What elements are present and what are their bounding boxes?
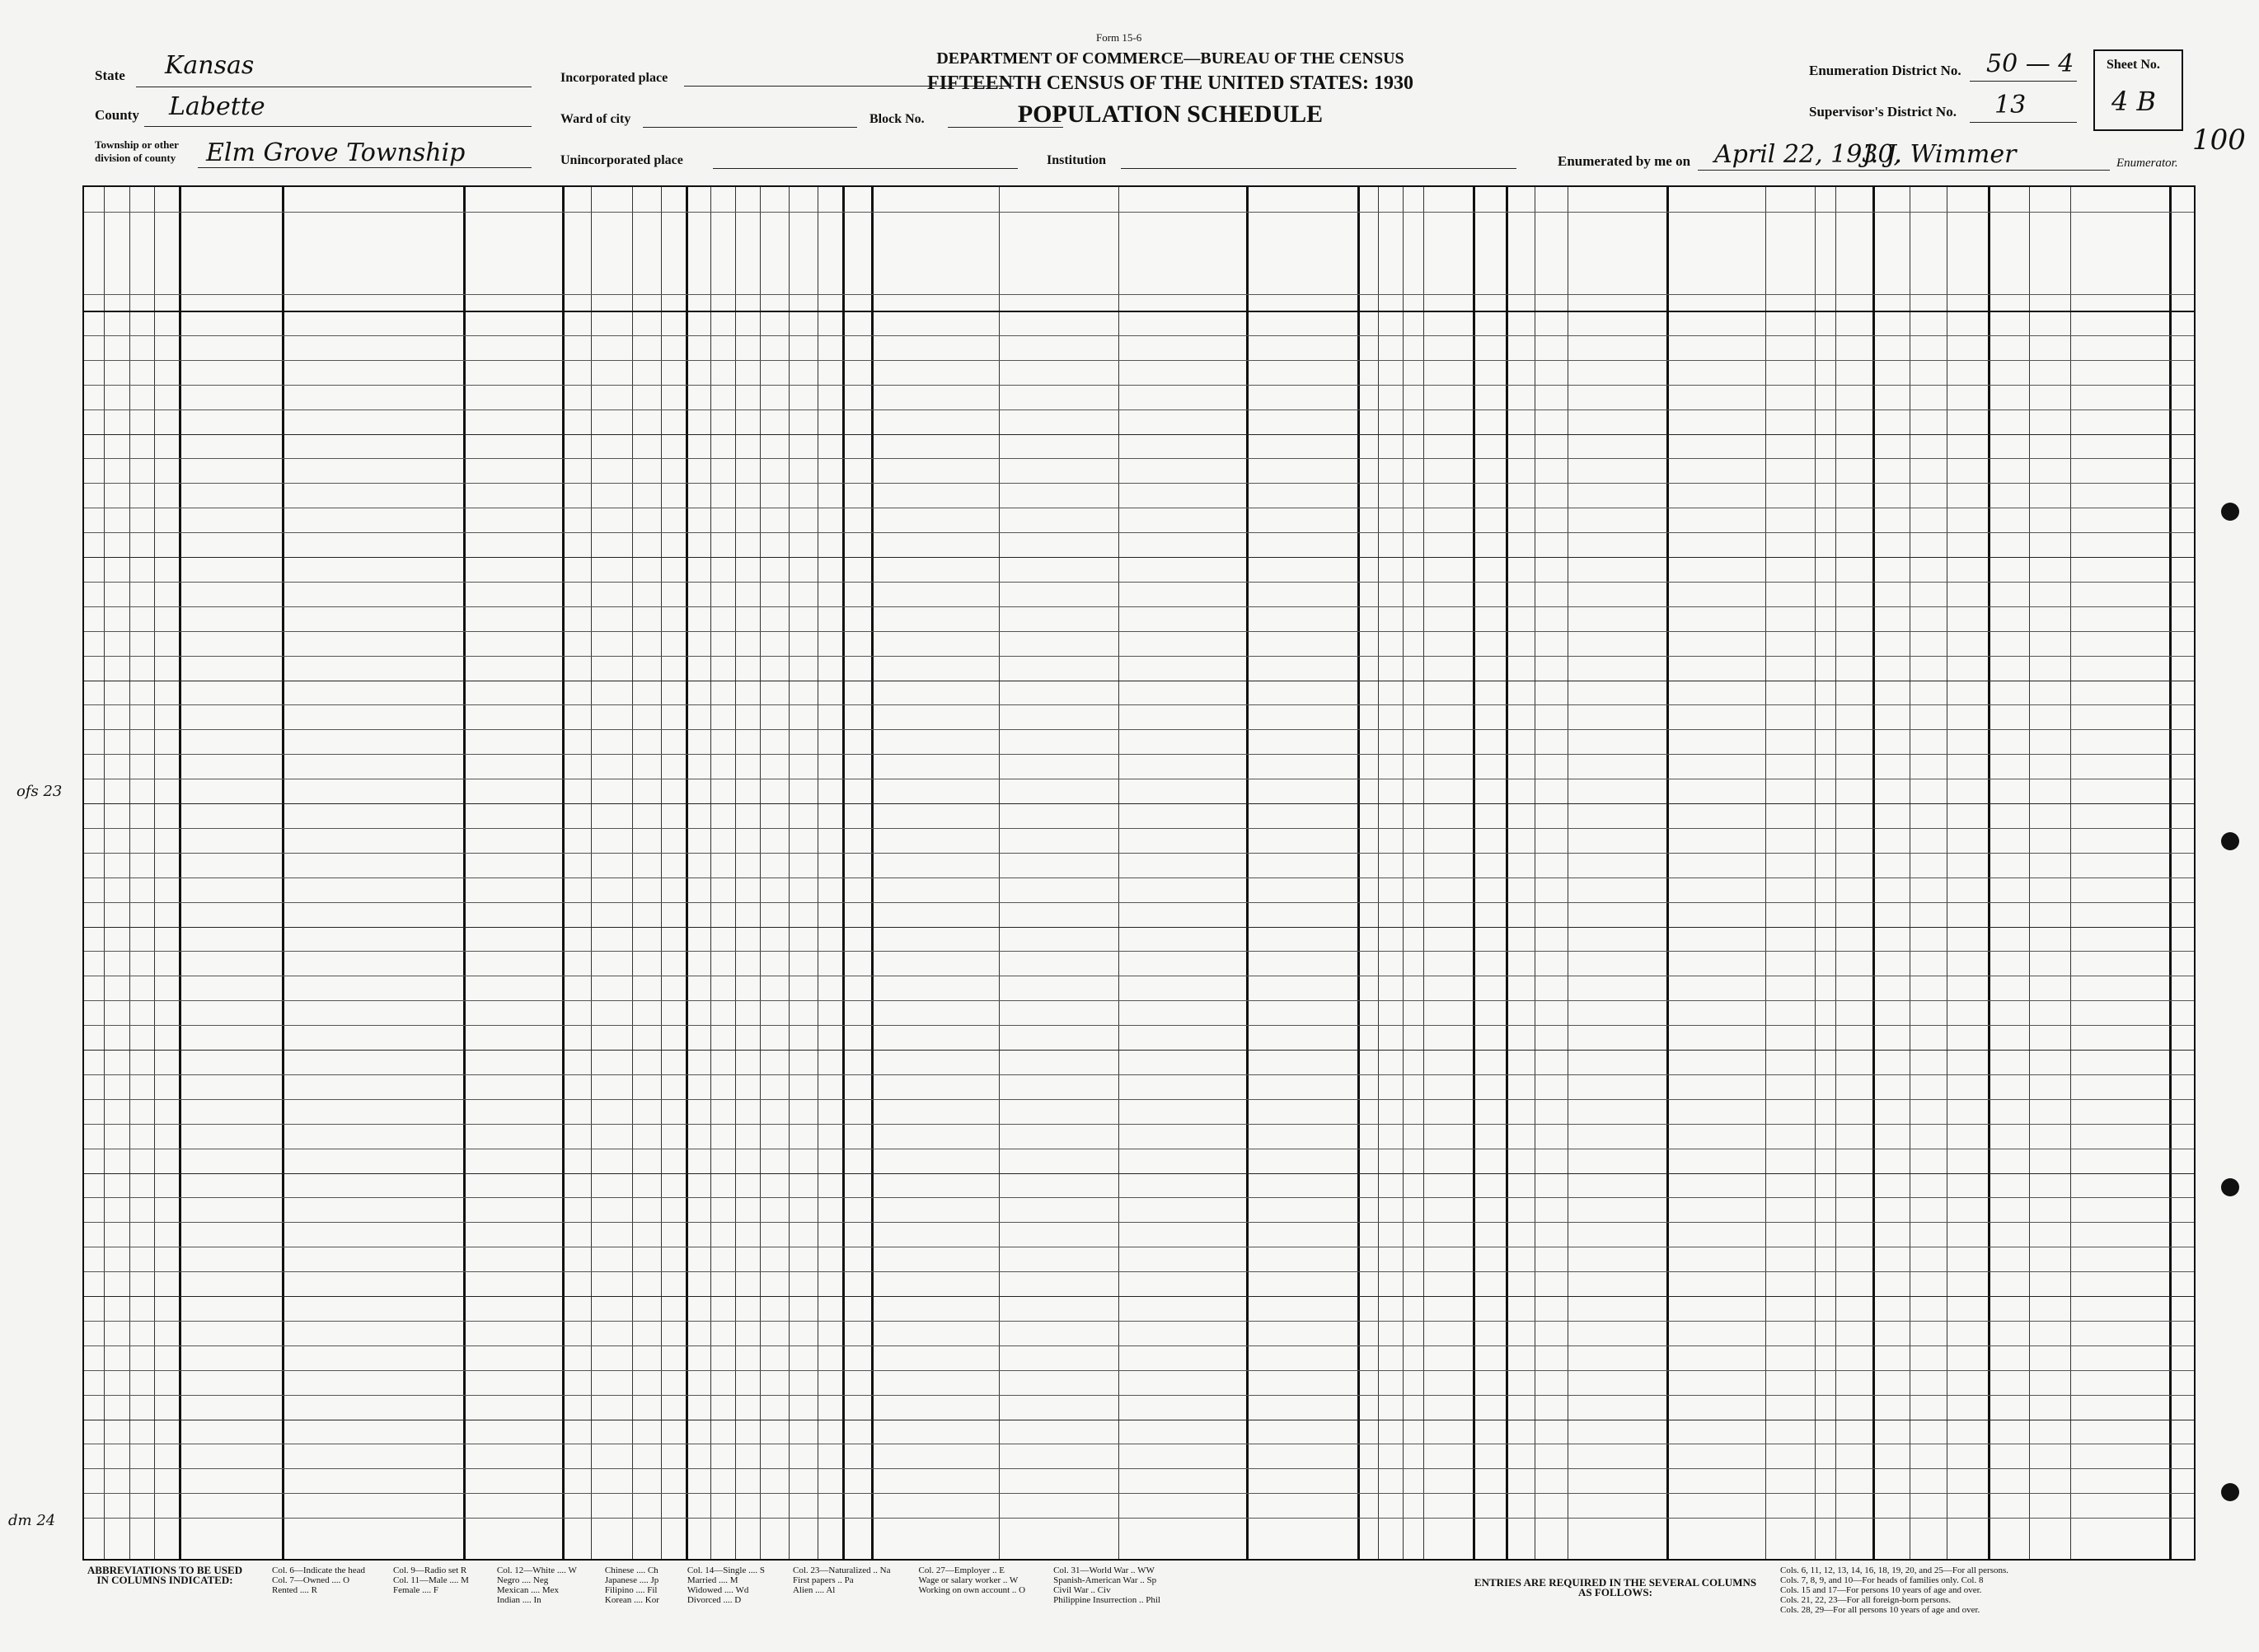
row-rule xyxy=(84,853,2194,854)
enumerator-name: J. J. Wimmer xyxy=(1863,140,2017,169)
grid-column-divider xyxy=(179,187,181,1559)
sheet-value: 4 B xyxy=(2111,86,2157,117)
row-rule xyxy=(84,927,2194,928)
row-rule xyxy=(84,1197,2194,1198)
grid-column-divider xyxy=(1872,187,1875,1559)
grid-column-divider xyxy=(789,187,790,1559)
enumeration-date: April 22, 1930, xyxy=(1714,140,1902,169)
row-rule xyxy=(84,656,2194,657)
row-rule xyxy=(84,1468,2194,1469)
row-rule xyxy=(84,729,2194,730)
row-rule xyxy=(84,1099,2194,1100)
row-rule xyxy=(84,1345,2194,1346)
row-rule xyxy=(84,1296,2194,1297)
row-rule xyxy=(84,1050,2194,1051)
margin-annotation-70: ofs 23 xyxy=(16,783,63,800)
institution-label: Institution xyxy=(1047,153,1107,167)
row-rule xyxy=(84,803,2194,804)
unincorporated-label: Unincorporated place xyxy=(560,153,683,167)
grid-column-divider xyxy=(104,187,105,1559)
grid-column-divider xyxy=(1765,187,1766,1559)
row-rule xyxy=(84,582,2194,583)
grid-column-divider xyxy=(686,187,688,1559)
sheet-box xyxy=(2093,49,2183,131)
grid-header-rule xyxy=(84,311,2194,312)
grid-column-divider xyxy=(1506,187,1508,1559)
row-rule xyxy=(84,951,2194,952)
sheet-label: Sheet No. xyxy=(2107,58,2160,72)
grid-column-divider xyxy=(282,187,284,1559)
row-rule xyxy=(84,557,2194,558)
abbreviations-title: ABBREVIATIONS TO BE USED IN COLUMNS INDICATED: xyxy=(87,1564,243,1586)
grid-column-divider xyxy=(2070,187,2071,1559)
county-label: County xyxy=(95,107,139,123)
county-line xyxy=(144,126,532,127)
row-rule xyxy=(84,335,2194,336)
ward-label: Ward of city xyxy=(560,112,631,126)
township-label: Township or other division of county xyxy=(95,138,179,164)
binder-hole xyxy=(2221,832,2239,850)
incorporated-label: Incorporated place xyxy=(560,71,668,85)
grid-column-divider xyxy=(1666,187,1669,1559)
enumerated-label: Enumerated by me on xyxy=(1558,153,1691,169)
row-rule xyxy=(84,1370,2194,1371)
row-rule xyxy=(84,1173,2194,1174)
margin-note: 100 xyxy=(2192,124,2246,157)
department-title: DEPARTMENT OF COMMERCE—BUREAU OF THE CENSUS xyxy=(936,49,1404,68)
county-value: Labette xyxy=(169,92,265,121)
margin-annotation-99: dm 24 xyxy=(8,1512,56,1529)
state-value: Kansas xyxy=(165,51,255,80)
row-rule xyxy=(84,828,2194,829)
ed-value: 50 — 4 xyxy=(1986,49,2074,78)
enumerator-suffix: Enumerator. xyxy=(2116,157,2178,170)
grid-column-divider xyxy=(999,187,1000,1559)
row-rule xyxy=(84,1271,2194,1272)
township-value: Elm Grove Township xyxy=(206,138,466,167)
grid-column-divider xyxy=(871,187,874,1559)
grid-column-divider xyxy=(129,187,130,1559)
row-rule xyxy=(84,1493,2194,1494)
entries-block: Cols. 6, 11, 12, 13, 14, 16, 18, 19, 20, and 25—For all persons. Cols. 7, 8, 9, and 10—For heads of families only. Col. 8 Cols. 15 and 17—For persons 10 years of age and over. Cols. 21, 22, 23—For all foreign-born persons. Cols. 28, 29—For all persons 10 years of age and over. xyxy=(1780,1565,2009,1615)
sd-label: Supervisor's District No. xyxy=(1809,104,1957,119)
row-rule xyxy=(84,385,2194,386)
block-label: Block No. xyxy=(869,112,925,126)
grid-column-divider xyxy=(1473,187,1475,1559)
grid-column-divider xyxy=(1835,187,1836,1559)
row-rule xyxy=(84,877,2194,878)
grid-column-divider xyxy=(661,187,662,1559)
row-rule xyxy=(84,1222,2194,1223)
row-rule xyxy=(84,1321,2194,1322)
grid-column-divider xyxy=(1246,187,1249,1559)
grid-column-divider xyxy=(710,187,711,1559)
grid-column-divider xyxy=(1988,187,1990,1559)
row-rule xyxy=(84,483,2194,484)
grid-column-divider xyxy=(591,187,592,1559)
grid-column-divider xyxy=(632,187,633,1559)
sd-value: 13 xyxy=(1994,91,2027,119)
grid-column-divider xyxy=(735,187,736,1559)
grid-column-divider xyxy=(1403,187,1404,1559)
entries-title: ENTRIES ARE REQUIRED IN THE SEVERAL COLUMNS AS FOLLOWS: xyxy=(1474,1576,1757,1598)
row-rule xyxy=(84,1025,2194,1026)
schedule-title: POPULATION SCHEDULE xyxy=(1017,101,1324,128)
grid-column-divider xyxy=(1378,187,1379,1559)
grid-column-divider xyxy=(1118,187,1119,1559)
row-rule xyxy=(84,409,2194,410)
row-rule xyxy=(84,1395,2194,1396)
grid-column-divider xyxy=(2029,187,2030,1559)
grid-header-rule xyxy=(84,294,2194,295)
row-rule xyxy=(84,902,2194,903)
row-rule xyxy=(84,1000,2194,1001)
row-rule xyxy=(84,754,2194,755)
grid-column-divider xyxy=(1815,187,1816,1559)
row-rule xyxy=(84,606,2194,607)
row-rule xyxy=(84,631,2194,632)
grid-column-divider xyxy=(842,187,845,1559)
census-title: FIFTEENTH CENSUS OF THE UNITED STATES: 1930 xyxy=(927,73,1413,94)
grid-column-divider xyxy=(562,187,565,1559)
grid-column-divider xyxy=(1423,187,1424,1559)
census-grid xyxy=(82,185,2196,1561)
row-rule xyxy=(84,532,2194,533)
binder-hole xyxy=(2221,503,2239,521)
form-number: Form 15-6 xyxy=(1096,31,1142,44)
grid-header-rule xyxy=(84,212,2194,213)
row-rule xyxy=(84,434,2194,435)
row-rule xyxy=(84,1124,2194,1125)
binder-hole xyxy=(2221,1178,2239,1196)
abbreviations-block: Col. 6—Indicate the head Col. 7—Owned .... O Rented .... R Col. 9—Radio set R Col. 11—Male .... M Female .... F Col. 12—White .... W Negro .... Neg Mexican .... Mex Indian .... In Chinese .... Ch Japanese .... Jp Filipino .... Fil Korean .... Kor Col. 14—Single .... S Married .... M Widowed .... Wd Divorced .... D Col. 23—Naturalized .. Na First papers .. Pa Alien .... Al Col. 27—Employer .. E Wage or salary worker .. W Working on own account .. O Col. 31—World War .. WW Spanish-American War .. Sp Civil War .. Civ Philippine Insurrection .. Phil xyxy=(272,1565,1160,1605)
grid-column-divider xyxy=(154,187,155,1559)
row-rule xyxy=(84,458,2194,459)
grid-column-divider xyxy=(2169,187,2172,1559)
state-label: State xyxy=(95,68,125,83)
grid-column-divider xyxy=(760,187,761,1559)
row-rule xyxy=(84,704,2194,705)
ed-label: Enumeration District No. xyxy=(1809,63,1961,78)
grid-column-divider xyxy=(1357,187,1360,1559)
grid-column-divider xyxy=(463,187,466,1559)
row-rule xyxy=(84,1518,2194,1519)
row-rule xyxy=(84,360,2194,361)
row-rule xyxy=(84,1074,2194,1075)
township-line xyxy=(198,167,532,168)
binder-hole xyxy=(2221,1483,2239,1501)
